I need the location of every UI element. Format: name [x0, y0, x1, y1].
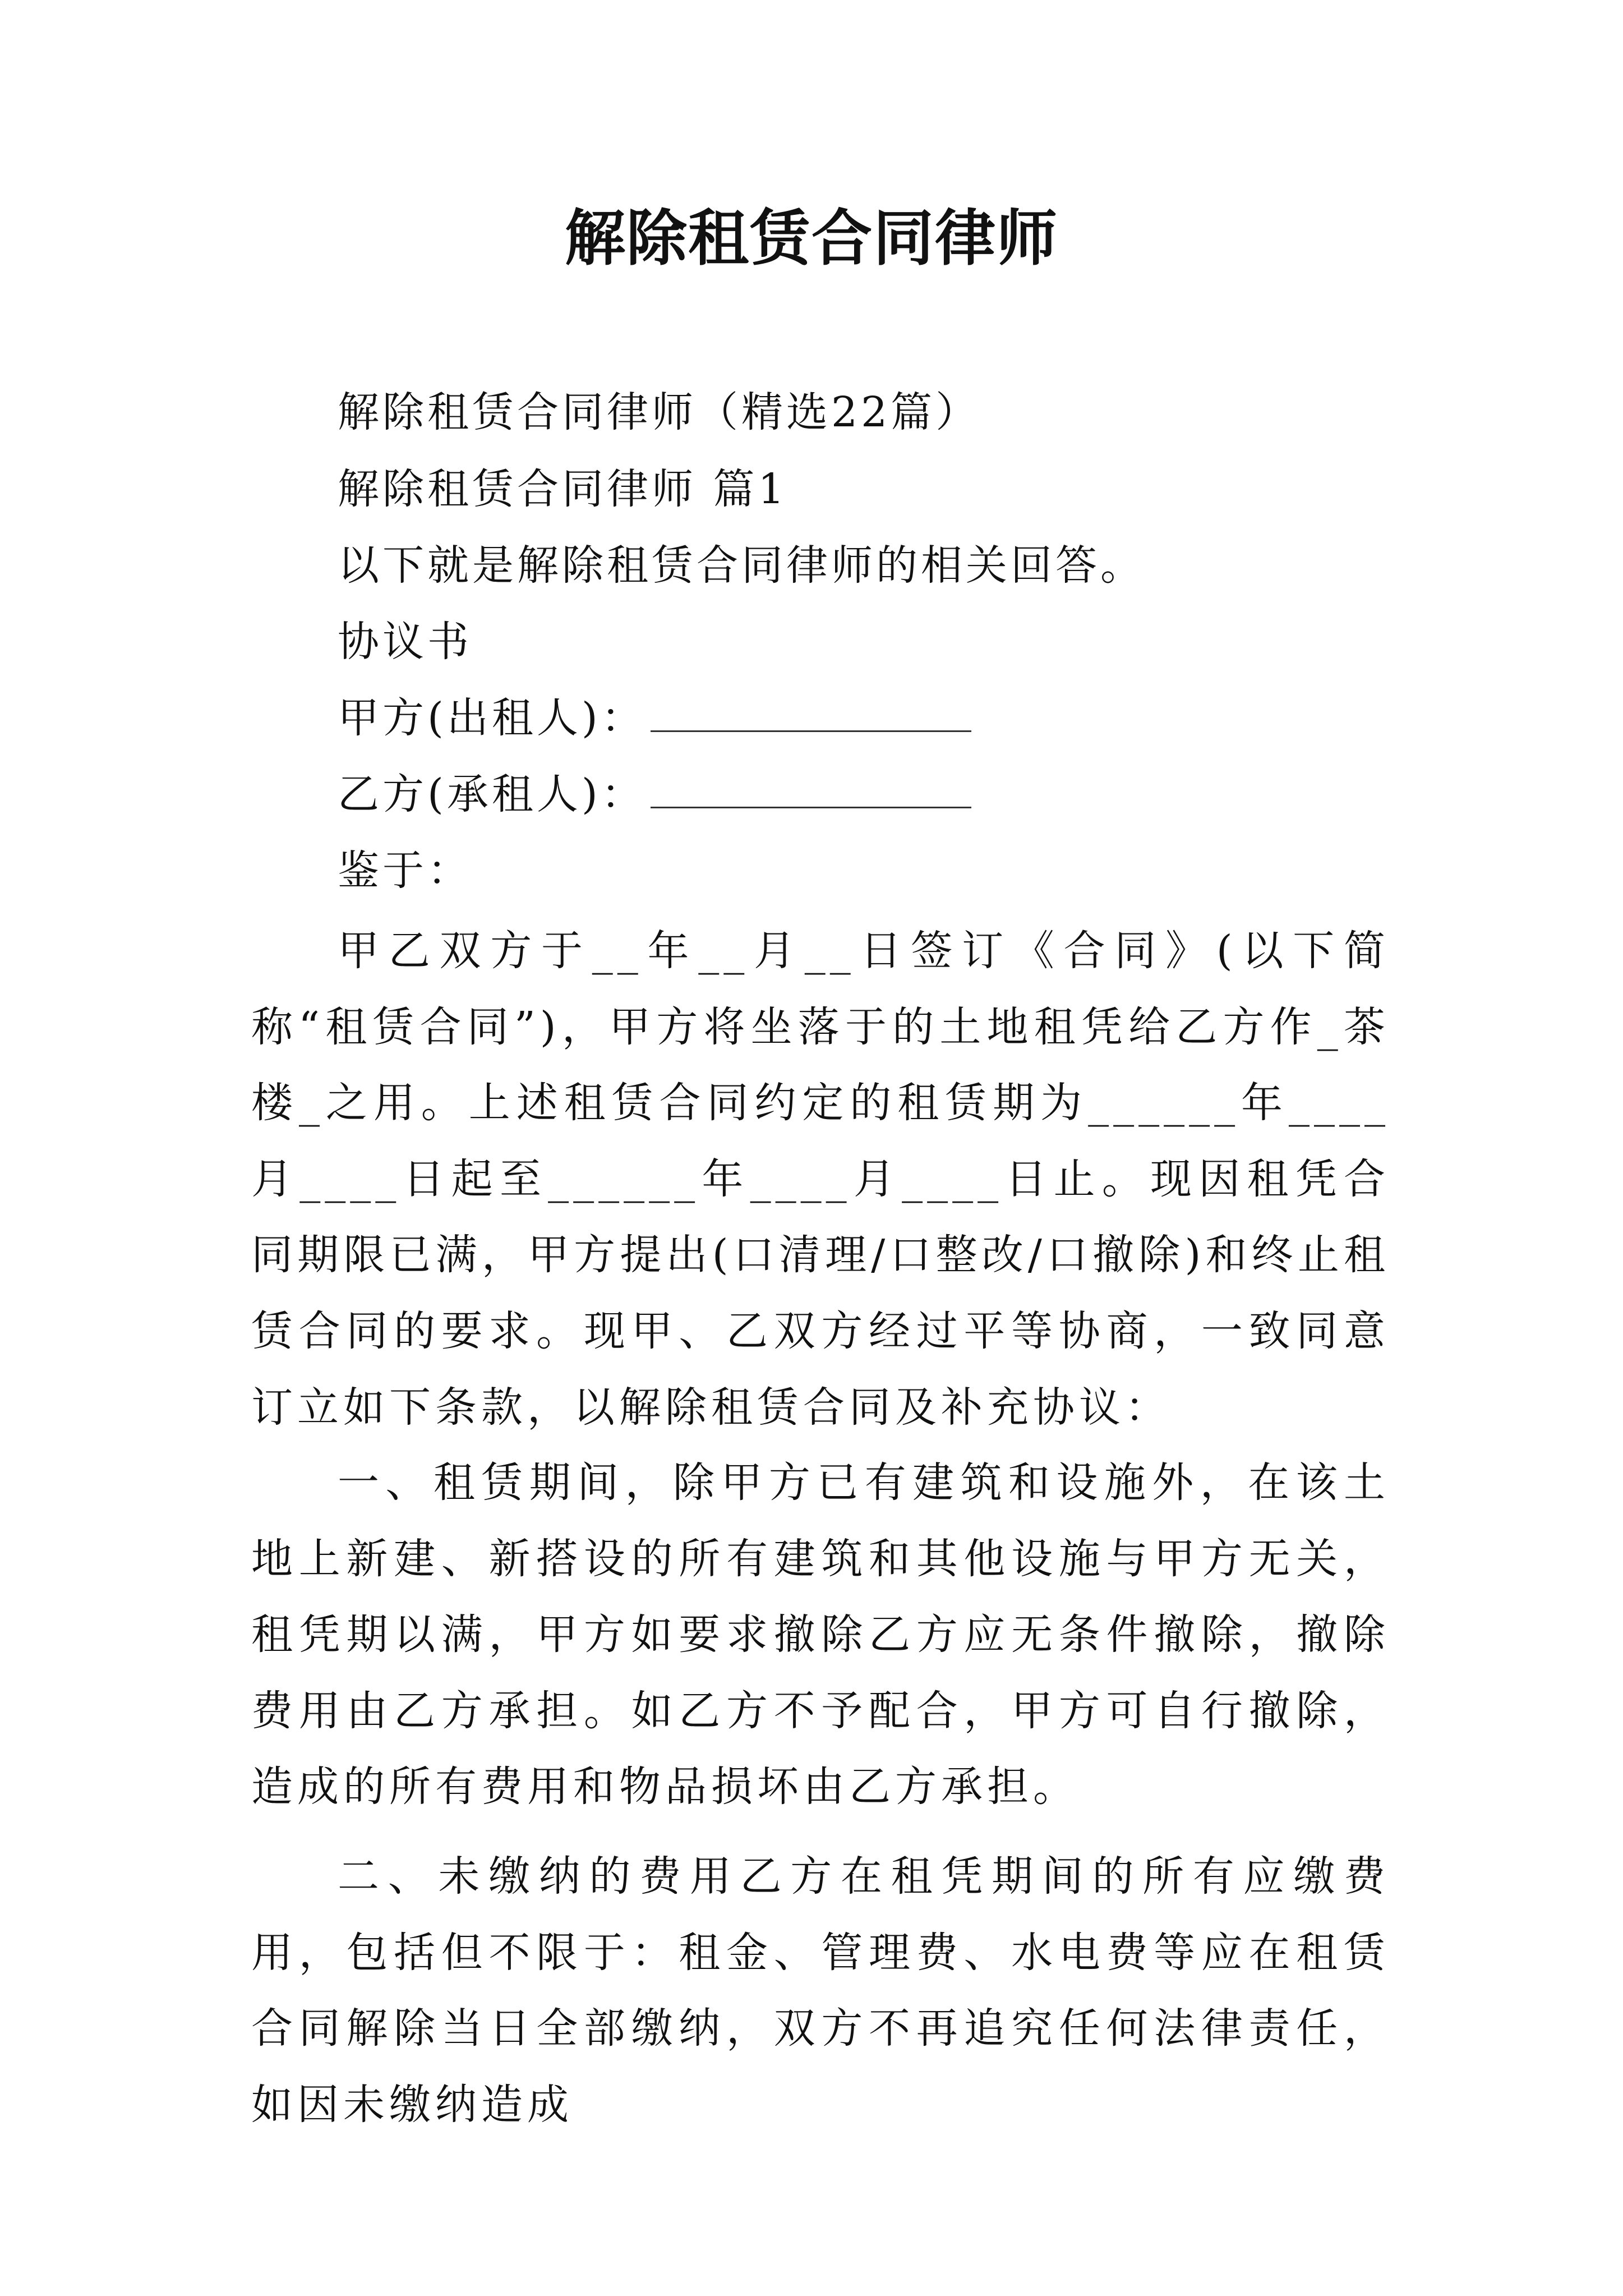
- paragraph-recital: 甲乙双方于__年__月__日签订《合同》(以下简称“租赁合同”)，甲方将坐落于的土地租凭给乙方作_茶楼_之用。上述租赁合同约定的租赁期为______年____月____日起至______年____月____日止。现因租凭合同期限已满，甲方提出(口清理/口整改/口撤除)和终止租赁合同的要求。现甲、乙双方经过平等协商，一致同意订立如下条款，以解除租赁合同及补充协议：: [251, 927, 1390, 1432]
- document-title: 解除租赁合同律师: [564, 203, 1058, 274]
- intro-text: 以下就是解除租赁合同律师的相关回答。: [338, 541, 1145, 590]
- party-b-row: [338, 761, 971, 828]
- agreement-label: 协议书: [338, 618, 472, 666]
- party-b-blank: [651, 771, 971, 808]
- party-b-label: 乙方(承租人)：: [338, 770, 646, 818]
- whereas-label: 鉴于：: [338, 846, 472, 895]
- paragraph-clause-1: 一、租赁期间，除甲方已有建筑和设施外，在该土地上新建、新搭设的所有建筑和其他设施与甲方无关，租凭期以满，甲方如要求撤除乙方应无条件撤除，撤除费用由乙方承担。如乙方不予配合，甲方可自行撤除，造成的所有费用和物品损坏由乙方承担。: [251, 1458, 1390, 1811]
- party-a-blank: [651, 694, 971, 732]
- party-a-row: [338, 684, 971, 752]
- paragraph-clause-2: 二、未缴纳的费用乙方在租凭期间的所有应缴费用，包括但不限于：租金、管理费、水电费等应在租赁合同解除当日全部缴纳，双方不再追究任何法律责任，如因未缴纳造成: [251, 1852, 1390, 2129]
- section-heading: 解除租赁合同律师 篇1: [338, 465, 788, 513]
- party-a-label: 甲方(出租人)：: [338, 694, 646, 742]
- document-subtitle: 解除租赁合同律师（精选22篇）: [338, 388, 981, 436]
